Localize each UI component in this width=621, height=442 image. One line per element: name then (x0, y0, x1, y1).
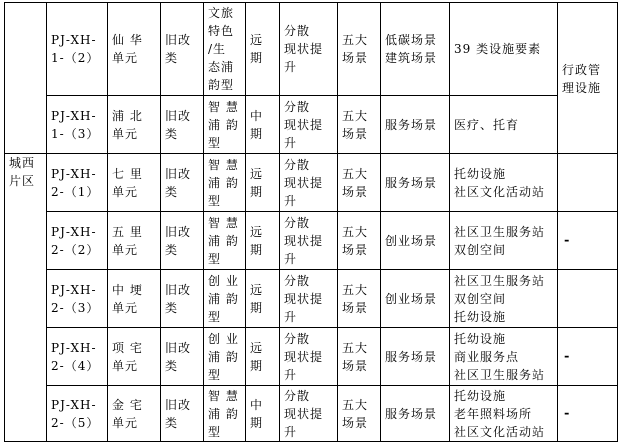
mode-cell: 分散 现状提 升 (280, 212, 338, 270)
style-type-cell: 智 慧 浦 韵 型 (204, 96, 246, 154)
mode-cell: 分散 现状提 升 (280, 96, 338, 154)
unit-code-cell: PJ-XH- 1-（2） (47, 3, 108, 96)
planning-units-table (4, 2, 618, 442)
period-cell: 远 期 (246, 270, 280, 328)
period-cell: 远 期 (246, 328, 280, 386)
scene-cell: 创业场景 (381, 270, 450, 328)
table-row (5, 328, 618, 386)
renewal-type-cell: 旧改 类 (161, 270, 204, 328)
mode-cell: 分散 现状提 升 (280, 270, 338, 328)
mode-cell: 分散 现状提 升 (280, 386, 338, 442)
district-cell: 城西 片区 (5, 154, 47, 442)
scene-cell: 创业场景 (381, 212, 450, 270)
style-type-cell: 智 慧 浦 韵 型 (204, 386, 246, 442)
facilities-cell: 社区卫生服务站 双创空间 (450, 212, 558, 270)
facilities-cell: 39 类设施要素 (450, 3, 558, 96)
unit-name-cell: 中 埂 单元 (108, 270, 161, 328)
scene-cell: 服务场景 (381, 386, 450, 442)
unit-code-cell: PJ-XH- 2-（3） (47, 270, 108, 328)
table-row (5, 3, 618, 96)
unit-name-cell: 项 宅 单元 (108, 328, 161, 386)
mode-cell: 分散 现状提 升 (280, 3, 338, 96)
scene-count-cell: 五大 场景 (338, 328, 381, 386)
facilities-cell: 托幼设施 老年照料场所 社区文化活动站 (450, 386, 558, 442)
scene-cell: 低碳场景 建筑场景 (381, 3, 450, 96)
gov-facility-cell: - (558, 386, 618, 442)
unit-code-cell: PJ-XH- 1-（3） (47, 96, 108, 154)
table-row (5, 212, 618, 270)
renewal-type-cell: 旧改 类 (161, 154, 204, 212)
unit-code-cell: PJ-XH- 2-（4） (47, 328, 108, 386)
period-cell: 中 期 (246, 96, 280, 154)
style-type-cell: 文旅 特色 /生 态浦 韵型 (204, 3, 246, 96)
facilities-cell: 医疗、托育 (450, 96, 558, 154)
scene-count-cell: 五大 场景 (338, 3, 381, 96)
scene-count-cell: 五大 场景 (338, 212, 381, 270)
table-row (5, 386, 618, 442)
period-cell: 远 期 (246, 154, 280, 212)
scene-count-cell: 五大 场景 (338, 154, 381, 212)
scene-cell: 服务场景 (381, 154, 450, 212)
scene-cell: 服务场景 (381, 328, 450, 386)
mode-cell: 分散 现状提 升 (280, 154, 338, 212)
scene-count-cell: 五大 场景 (338, 270, 381, 328)
style-type-cell: 创 业 浦 韵 型 (204, 270, 246, 328)
gov-facility-cell (558, 154, 618, 212)
style-type-cell: 智 慧 浦 韵 型 (204, 154, 246, 212)
renewal-type-cell: 旧改 类 (161, 328, 204, 386)
table-row (5, 270, 618, 328)
unit-name-cell: 金 宅 单元 (108, 386, 161, 442)
period-cell: 远 期 (246, 3, 280, 96)
gov-facility-cell: - (558, 328, 618, 386)
table-row (5, 154, 618, 212)
scene-cell: 服务场景 (381, 96, 450, 154)
unit-name-cell: 五 里 单元 (108, 212, 161, 270)
renewal-type-cell: 旧改 类 (161, 386, 204, 442)
style-type-cell: 智 慧 浦 韵 型 (204, 212, 246, 270)
facilities-cell: 社区卫生服务站 双创空间 托幼设施 (450, 270, 558, 328)
gov-facility-cell (558, 270, 618, 328)
period-cell: 中 期 (246, 386, 280, 442)
style-type-cell: 创 业 浦 韵 型 (204, 328, 246, 386)
unit-name-cell: 七 里 单元 (108, 154, 161, 212)
facilities-cell: 托幼设施 商业服务点 社区卫生服务站 (450, 328, 558, 386)
unit-code-cell: PJ-XH- 2-（1） (47, 154, 108, 212)
renewal-type-cell: 旧改 类 (161, 212, 204, 270)
scene-count-cell: 五大 场景 (338, 96, 381, 154)
facilities-cell: 托幼设施 社区文化活动站 (450, 154, 558, 212)
unit-name-cell: 仙 华 单元 (108, 3, 161, 96)
scene-count-cell: 五大 场景 (338, 386, 381, 442)
period-cell: 远 期 (246, 212, 280, 270)
district-cell-empty (5, 3, 47, 154)
unit-name-cell: 浦 北 单元 (108, 96, 161, 154)
gov-facility-cell: 行政管 理设施 (558, 3, 618, 154)
renewal-type-cell: 旧改 类 (161, 96, 204, 154)
table-row (5, 96, 618, 154)
gov-facility-cell: - (558, 212, 618, 270)
unit-code-cell: PJ-XH- 2-（2） (47, 212, 108, 270)
mode-cell: 分散 现状提 升 (280, 328, 338, 386)
renewal-type-cell: 旧改 类 (161, 3, 204, 96)
unit-code-cell: PJ-XH- 2-（5） (47, 386, 108, 442)
